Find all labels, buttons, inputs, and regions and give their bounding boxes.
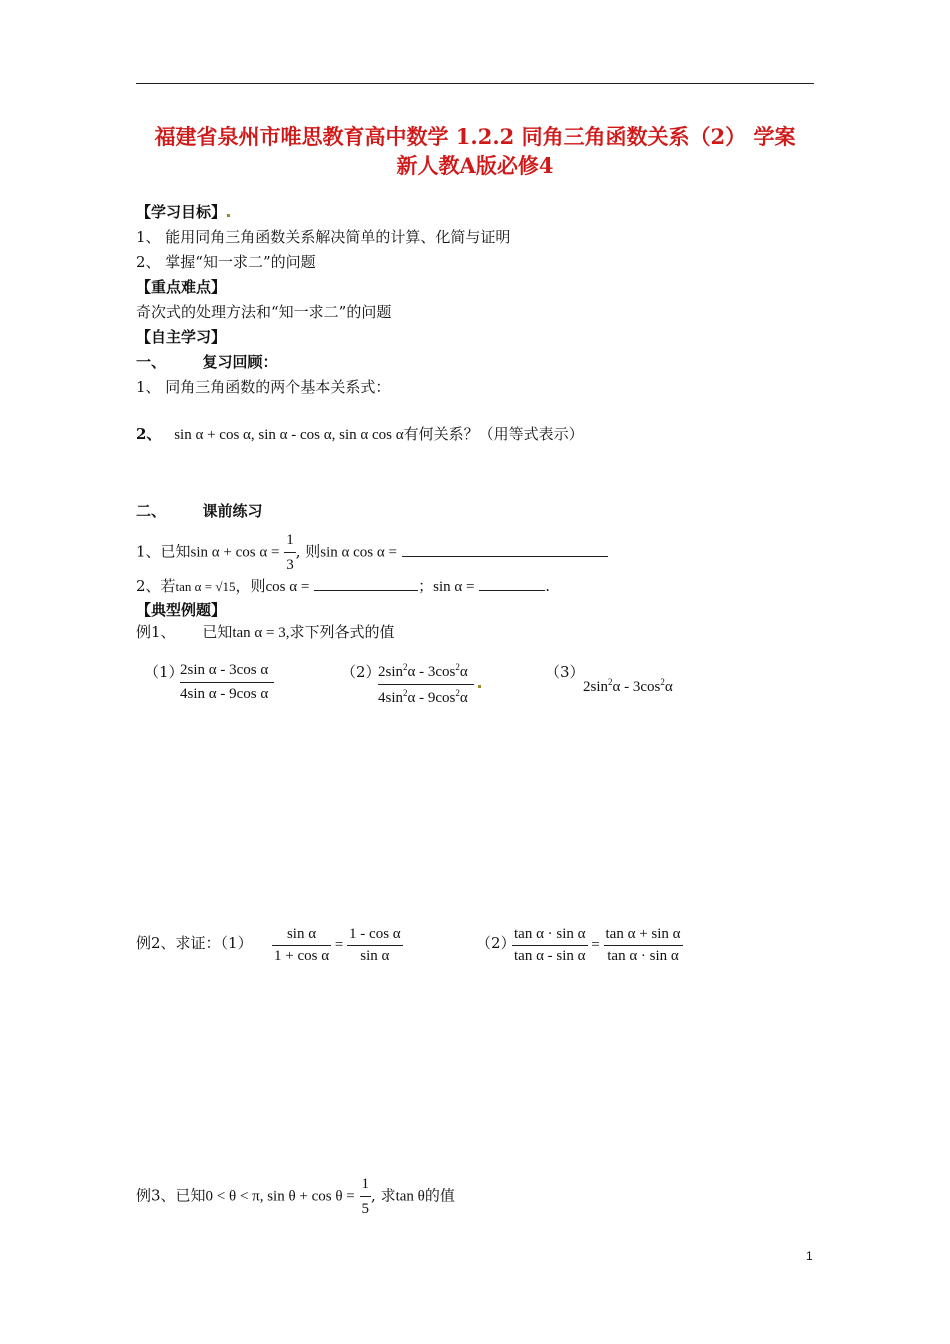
identity-1-left-numerator: sin α [272, 926, 331, 946]
practice-heading: 二、 课前练习 [136, 502, 263, 520]
fraction-1-denominator: 4sin α - 9cos α [180, 686, 269, 702]
section-goals: 【学习目标】 [136, 202, 231, 222]
practice-1-then: , 则 [295, 542, 321, 561]
practice-1-expression: sin α + cos α = [190, 544, 280, 561]
review-item-1: 1、 同角三角函数的两个基本关系式： [136, 378, 391, 396]
cos-answer-blank[interactable] [314, 576, 418, 591]
example-1-fraction-2 [378, 662, 482, 707]
equals-sign: = [591, 936, 600, 953]
example-2-label: 例2、求证：（1） [136, 934, 253, 952]
example-1-label: 例1、 [136, 623, 176, 641]
fraction-one-fifth: $\frac{1}{5}$ [361, 1176, 370, 1217]
fraction-2-denominator: $4\sin^2\alpha - 9\cos^2\alpha$ [378, 688, 468, 706]
review-item-2 [136, 424, 584, 445]
practice-2-condition: tan α = √15 [175, 579, 236, 594]
goal-2: 2、 掌握“知一求二”的问题 [136, 253, 316, 271]
example-2-identity-2 [512, 926, 683, 965]
key-points-text: 奇次式的处理方法和“知一求二”的问题 [136, 303, 392, 321]
practice-2-end: . [545, 577, 550, 595]
example-1-ask: 求下列各式的值 [289, 623, 395, 641]
practice-2-cos-label: cos α = [265, 579, 310, 595]
stray-dot [227, 214, 230, 217]
practice-1-target: sin α cos α = [320, 544, 397, 561]
example-3-target: tan θ [395, 1188, 425, 1205]
equals-sign: = [334, 936, 344, 953]
fraction-one-third: $\frac{1}{3}$ [286, 532, 294, 573]
practice-item-2 [136, 576, 550, 597]
example-1-fraction-1 [180, 662, 274, 703]
identity-1-right-numerator: 1 - cos α [347, 926, 403, 946]
practice-2-then: ，则 [235, 577, 266, 595]
example-1-header [136, 622, 395, 643]
stray-dot [478, 685, 481, 688]
example-1-given: 已知 [202, 623, 233, 641]
review-item-2-expression: sin α + cos α, sin α - cos α, sin α cos α [174, 427, 404, 443]
example-3-label: 例3、已知 [136, 1186, 206, 1205]
fraction-2-numerator: $2\sin^2\alpha - 3\cos^2\alpha$ [378, 662, 474, 685]
header-rule [136, 83, 814, 84]
separator: ； [418, 577, 434, 595]
identity-1-right-denominator: sin α [360, 948, 390, 964]
section-examples: 【典型例题】 [136, 601, 227, 619]
review-heading: 一、 复习回顾： [136, 353, 278, 371]
example-3-condition: 0 < θ < π, sin θ + cos θ = [205, 1188, 355, 1205]
identity-2-left-denominator: tan α - sin α [514, 948, 586, 964]
sin-answer-blank[interactable] [479, 576, 545, 591]
identity-2-right-denominator: tan α · sin α [607, 948, 679, 964]
section-key-points: 【重点难点】 [136, 278, 227, 296]
practice-item-1 [136, 530, 608, 575]
example-1-expression-3: $2\sin^2\alpha - 3\cos^2\alpha$ [583, 677, 673, 695]
example-1-part-2-label: （2） [341, 663, 381, 681]
section-self-study: 【自主学习】 [136, 328, 227, 346]
review-item-2-number: 2、 [136, 425, 162, 443]
practice-1-prefix: 1、已知 [136, 542, 191, 561]
practice-2-prefix: 2、若 [136, 577, 176, 595]
example-3-end: 的值 [424, 1186, 455, 1205]
practice-2-sin-label: sin α = [433, 579, 475, 595]
fraction-1-numerator: 2sin α - 3cos α [180, 662, 274, 683]
example-2-part-2-label: （2） [476, 934, 516, 952]
example-3 [136, 1174, 455, 1219]
example-2-identity-1 [272, 926, 403, 965]
goal-1: 1、 能用同角三角函数关系解决简单的计算、化简与证明 [136, 228, 511, 246]
answer-blank[interactable] [402, 542, 608, 557]
page-number: 1 [806, 1249, 813, 1263]
page-title-line1: 福建省泉州市唯思教育高中数学 1.2.2 同角三角函数关系（2） 学案 [154, 124, 796, 149]
review-item-2-question: 有何关系？（用等式表示） [403, 425, 584, 443]
example-1-condition: tan α = 3, [232, 625, 290, 641]
identity-2-left-numerator: tan α · sin α [512, 926, 588, 946]
page-title-line2: 新人教A版必修4 [396, 153, 554, 178]
example-3-ask: , 求 [371, 1186, 396, 1205]
identity-1-left-denominator: 1 + cos α [274, 948, 330, 964]
example-1-part-1-label: （1） [144, 663, 184, 681]
example-1-part-3-label: （3） [545, 663, 585, 681]
identity-2-right-numerator: tan α + sin α [604, 926, 683, 946]
